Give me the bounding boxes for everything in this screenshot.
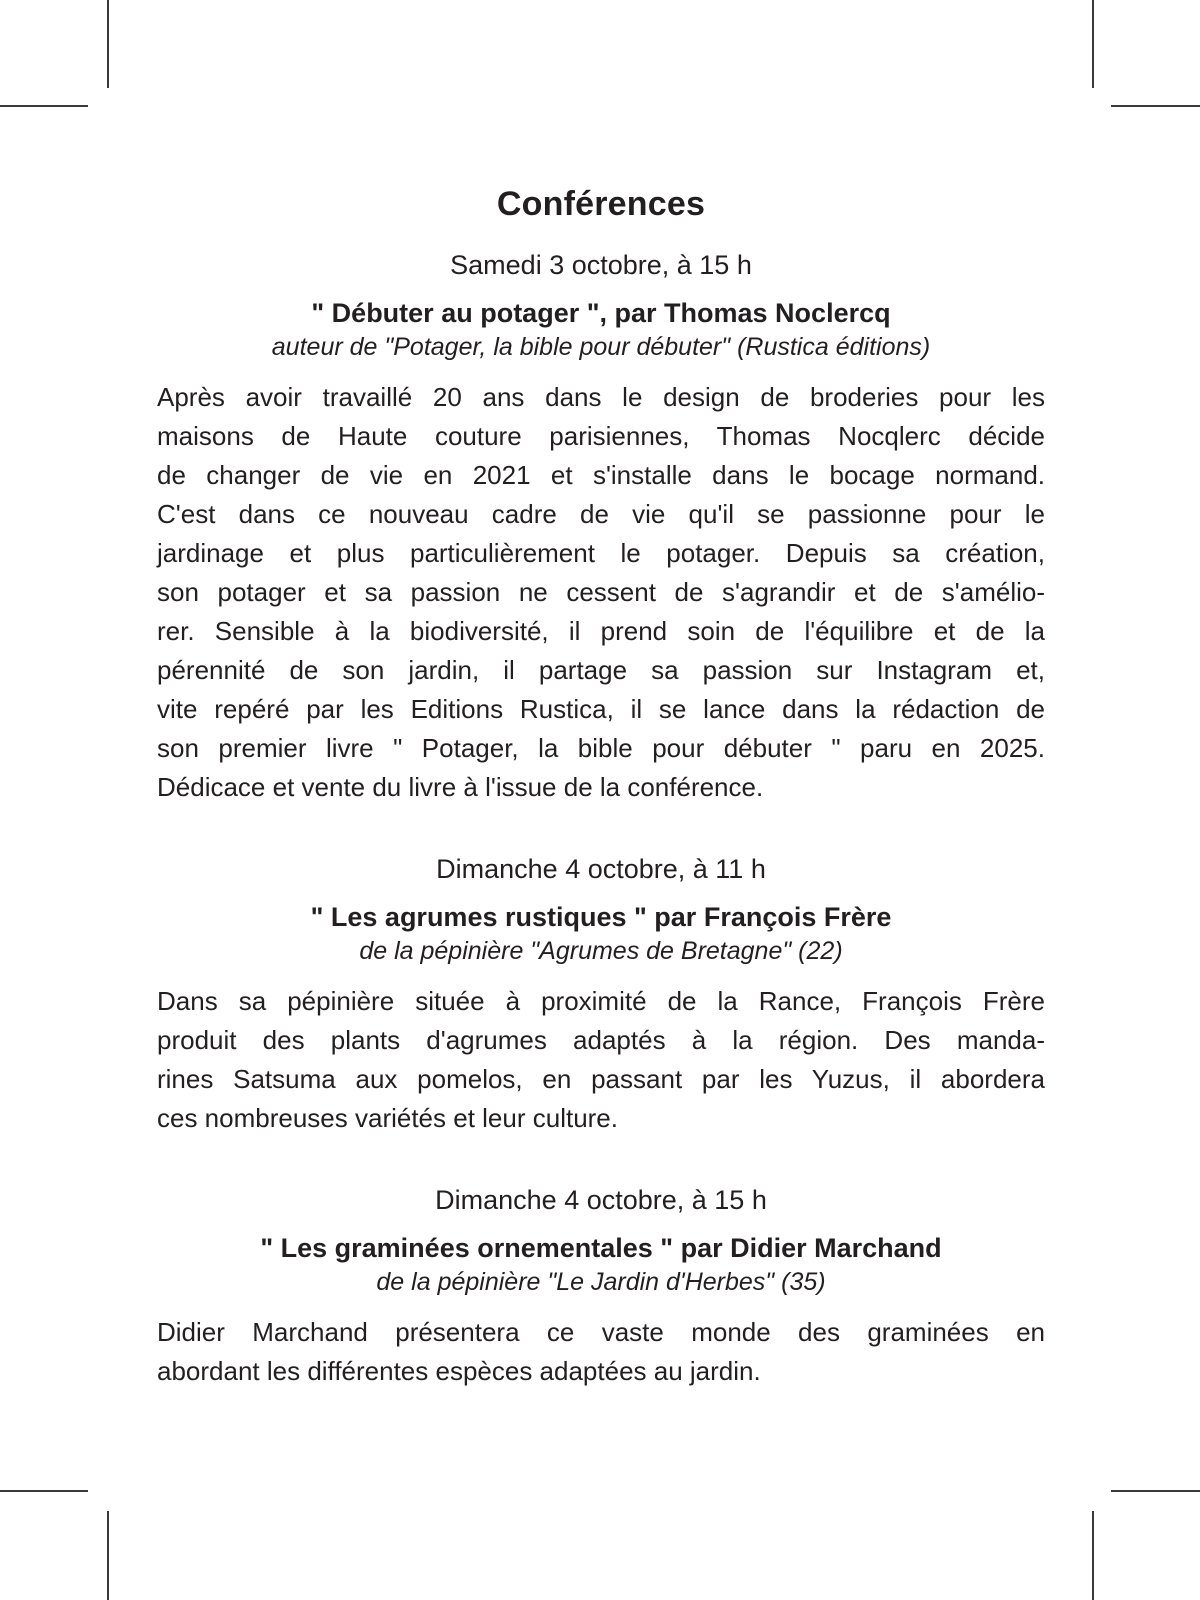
- description-line: de changer de vie en 2021 et s'installe dans le bocage normand.: [157, 460, 1045, 490]
- talk-title: " Les agrumes rustiques " par François Frère: [310, 902, 892, 932]
- talk-subtitle: de la pépinière "Agrumes de Bretagne" (22): [359, 937, 843, 965]
- talk-description: [157, 1313, 1045, 1391]
- crop-mark-bottom-right-horizontal: [1111, 1490, 1200, 1492]
- description-line: abordant les différentes espèces adaptées au jardin.: [157, 1356, 761, 1386]
- crop-mark-top-left-vertical: [107, 0, 109, 88]
- crop-mark-bottom-left-vertical: [107, 1511, 109, 1600]
- description-line: vite repéré par les Editions Rustica, il se lance dans la rédaction de: [157, 694, 1045, 724]
- description-line: jardinage et plus particulièrement le potager. Depuis sa création,: [157, 538, 1045, 568]
- talk-3: [157, 1183, 1045, 1391]
- conference-page: [157, 184, 1045, 1391]
- description-line: Dans sa pépinière située à proximité de la Rance, François Frère: [157, 986, 1045, 1016]
- talk-date: Dimanche 4 octobre, à 11 h: [436, 854, 766, 884]
- crop-mark-top-right-vertical: [1092, 0, 1094, 88]
- talk-subtitle: auteur de "Potager, la bible pour débuter" (Rustica éditions): [271, 333, 931, 361]
- talk-date: Dimanche 4 octobre, à 15 h: [435, 1185, 767, 1215]
- description-line: C'est dans ce nouveau cadre de vie qu'il se passionne pour le: [157, 499, 1045, 529]
- crop-mark-bottom-right-vertical: [1092, 1511, 1094, 1600]
- description-line: rines Satsuma aux pomelos, en passant par les Yuzus, il abordera: [157, 1064, 1045, 1094]
- description-line: son potager et sa passion ne cessent de s'agrandir et de s'amélio-: [157, 577, 1045, 607]
- description-line: ces nombreuses variétés et leur culture.: [157, 1103, 618, 1133]
- description-line: Didier Marchand présentera ce vaste monde des graminées en: [157, 1317, 1045, 1347]
- crop-mark-top-right-horizontal: [1111, 105, 1200, 107]
- talk-2: [157, 852, 1045, 1138]
- talk-date: Samedi 3 octobre, à 15 h: [450, 250, 752, 280]
- talk-title: " Les graminées ornementales " par Didier Marchand: [260, 1233, 942, 1263]
- description-line: maisons de Haute couture parisiennes, Thomas Nocqlerc décide: [157, 421, 1045, 451]
- talk-1: [157, 248, 1045, 807]
- description-line: pérennité de son jardin, il partage sa passion sur Instagram et,: [157, 655, 1045, 685]
- talk-title: " Débuter au potager ", par Thomas Noclercq: [311, 298, 891, 328]
- talk-description: [157, 378, 1045, 807]
- page-title: Conférences: [496, 185, 706, 223]
- description-line: rer. Sensible à la biodiversité, il prend soin de l'équilibre et de la: [157, 616, 1045, 646]
- description-line: Après avoir travaillé 20 ans dans le design de broderies pour les: [157, 382, 1045, 412]
- crop-mark-bottom-left-horizontal: [0, 1490, 88, 1492]
- talk-subtitle: de la pépinière "Le Jardin d'Herbes" (35): [376, 1268, 826, 1296]
- description-line: son premier livre " Potager, la bible pour débuter " paru en 2025.: [157, 733, 1045, 763]
- talk-description: [157, 982, 1045, 1138]
- crop-mark-top-left-horizontal: [0, 105, 88, 107]
- description-line: produit des plants d'agrumes adaptés à la région. Des manda-: [157, 1025, 1045, 1055]
- description-line: Dédicace et vente du livre à l'issue de la conférence.: [157, 772, 764, 802]
